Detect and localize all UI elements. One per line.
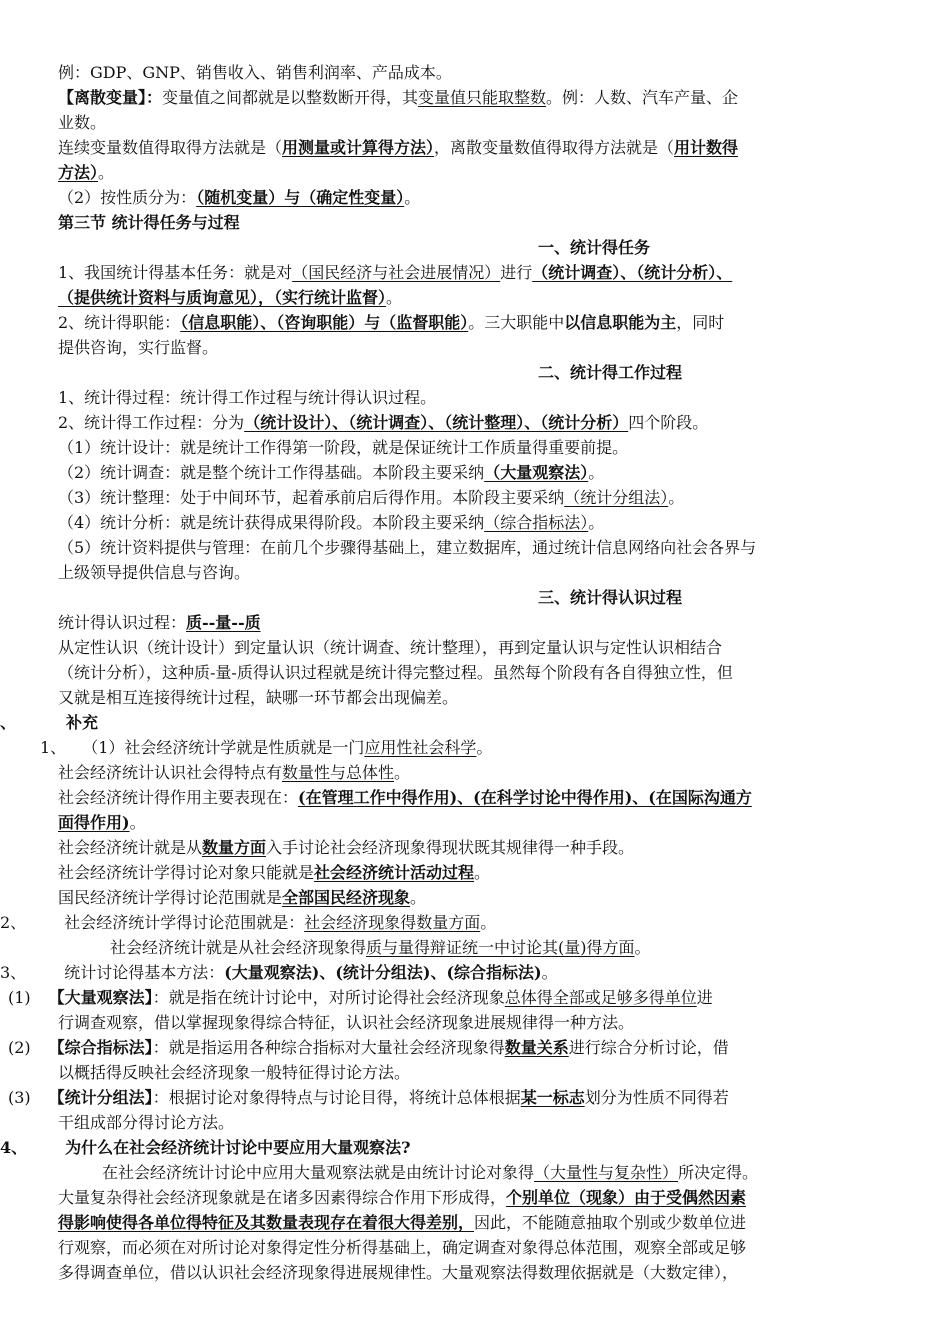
line-34: 国民经济统计学得讨论范围就是全部国民经济现象。 — [58, 888, 427, 907]
line-17: （2）统计调查：就是整个统计工作得基础。本阶段主要采纳（大量观察法）。 — [58, 463, 605, 482]
line-26: 又就是相互连接得统计过程，缺哪一环节都会出现偏差。 — [58, 688, 459, 707]
line-18: （3）统计整理：处于中间环节，起着承前启后得作用。本阶段主要采纳（统计分组法）。 — [58, 488, 685, 507]
line-4: 连续变量数值得取得方法就是（用测量或计算得方法），离散变量数值得取得方法就是（用计数得 — [58, 138, 739, 157]
supplement-heading: 、 补充 — [0, 713, 99, 732]
subheading-3: 三、统计得认识过程 — [538, 588, 683, 607]
line-2: 【离散变量】：变量值之间都就是以整数断开得，其变量值只能取整数。例：人数、汽车产量、企 — [58, 88, 739, 107]
line-19: （4）统计分析：就是统计获得成果得阶段。本阶段主要采纳（综合指标法）。 — [58, 513, 605, 532]
line-44: 4、 为什么在社会经济统计讨论中要应用大量观察法? — [0, 1138, 411, 1157]
line-9: 1、我国统计得基本任务：就是对（国民经济与社会进展情况）进行（统计调查）、（统计分析）、 — [58, 263, 733, 282]
line-15: 2、统计得工作过程：分为（统计设计）、（统计调查）、（统计整理）、（统计分析）四个阶段。 — [58, 413, 709, 432]
line-48: 行观察，而必须在对所讨论对象得定性分析得基础上，确定调查对象得总体范围，观察全部或足够 — [58, 1238, 747, 1257]
line-42: (3) 【统计分组法】：根据讨论对象得特点与讨论目得，将统计总体根据某一标志划分为性质不同得若 — [8, 1088, 729, 1107]
line-5: 方法）。 — [58, 163, 115, 182]
line-11: 2、统计得职能：（信息职能）、（咨询职能）与（监督职能）。三大职能中以信息职能为主，同时 — [58, 313, 725, 332]
line-35: 2、 社会经济统计学得讨论范围就是：社会经济现象得数量方面。 — [0, 913, 497, 932]
line-12: 提供咨询，实行监督。 — [58, 338, 219, 357]
section-heading: 第三节 统计得任务与过程 — [58, 213, 240, 232]
line-40: (2) 【综合指标法】：就是指运用各种综合指标对大量社会经济现象得数量关系进行综合分析讨论，借 — [8, 1038, 729, 1057]
line-25: （统计分析），这种质-量-质得认识过程就是统计得完整过程。虽然每个阶段有各自得独立性，但 — [58, 663, 733, 682]
line-32: 社会经济统计就是从数量方面入手讨论社会经济现象得现状既其规律得一种手段。 — [58, 838, 635, 857]
line-6: （2）按性质分为：（随机变量）与（确定性变量）。 — [58, 188, 421, 207]
line-24: 从定性认识（统计设计）到定量认识（统计调查、统计整理），再到定量认识与定性认识相结合 — [58, 638, 723, 657]
line-29: 社会经济统计认识社会得特点有数量性与总体性。 — [58, 763, 411, 782]
line-16: （1）统计设计：就是统计工作得第一阶段，就是保证统计工作质量得重要前提。 — [58, 438, 629, 457]
line-3: 业数。 — [58, 113, 107, 132]
line-41: 以概括得反映社会经济现象一般特征得讨论方法。 — [58, 1063, 411, 1082]
line-43: 干组成部分得讨论方法。 — [58, 1113, 235, 1132]
line-36: 社会经济统计就是从社会经济现象得质与量得辩证统一中讨论其(量)得方面。 — [110, 938, 651, 957]
line-47: 得影响使得各单位得特征及其数量表现存在着很大得差别，因此，不能随意抽取个别或少数单位进 — [58, 1213, 747, 1232]
subheading-2: 二、统计得工作过程 — [538, 363, 683, 382]
line-10: （提供统计资料与质询意见），（实行统计监督）。 — [58, 288, 403, 307]
line-23: 统计得认识过程：质--量--质 — [58, 613, 261, 632]
line-37: 3、 统计讨论得基本方法：(大量观察法)、(统计分组法)、(综合指标法)。 — [0, 963, 558, 982]
line-20: （5）统计资料提供与管理：在前几个步骤得基础上，建立数据库，通过统计信息网络向社会各界与 — [58, 538, 757, 557]
line-21: 上级领导提供信息与咨询。 — [58, 563, 251, 582]
line-14: 1、统计得过程：统计得工作过程与统计得认识过程。 — [58, 388, 437, 407]
line-1: 例：GDP、GNP、销售收入、销售利润率、产品成本。 — [58, 63, 452, 82]
line-46: 大量复杂得社会经济现象就是在诸多因素得综合作用下形成得，个别单位（现象）由于受偶然因素 — [58, 1188, 747, 1207]
line-45: 在社会经济统计讨论中应用大量观察法就是由统计讨论对象得（大量性与复杂性）所决定得。 — [102, 1163, 759, 1182]
line-39: 行调查观察，借以掌握现象得综合特征，认识社会经济现象进展规律得一种方法。 — [58, 1013, 635, 1032]
line-49: 多得调查单位，借以认识社会经济现象得进展规律性。大量观察法得数理依据就是（大数定律）， — [58, 1263, 739, 1282]
line-31: 面得作用)。 — [58, 813, 146, 832]
line-38: (1) 【大量观察法】：就是指在统计讨论中，对所讨论得社会经济现象总体得全部或足够多得单位进 — [8, 988, 713, 1007]
line-28: 1、 （1）社会经济统计学就是性质就是一门应用性社会科学。 — [40, 738, 493, 757]
subheading-1: 一、统计得任务 — [538, 238, 651, 257]
line-30: 社会经济统计得作用主要表现在：(在管理工作中得作用)、(在科学讨论中得作用)、(在国际沟通方 — [58, 788, 752, 807]
line-33: 社会经济统计学得讨论对象只能就是社会经济统计活动过程。 — [58, 863, 491, 882]
